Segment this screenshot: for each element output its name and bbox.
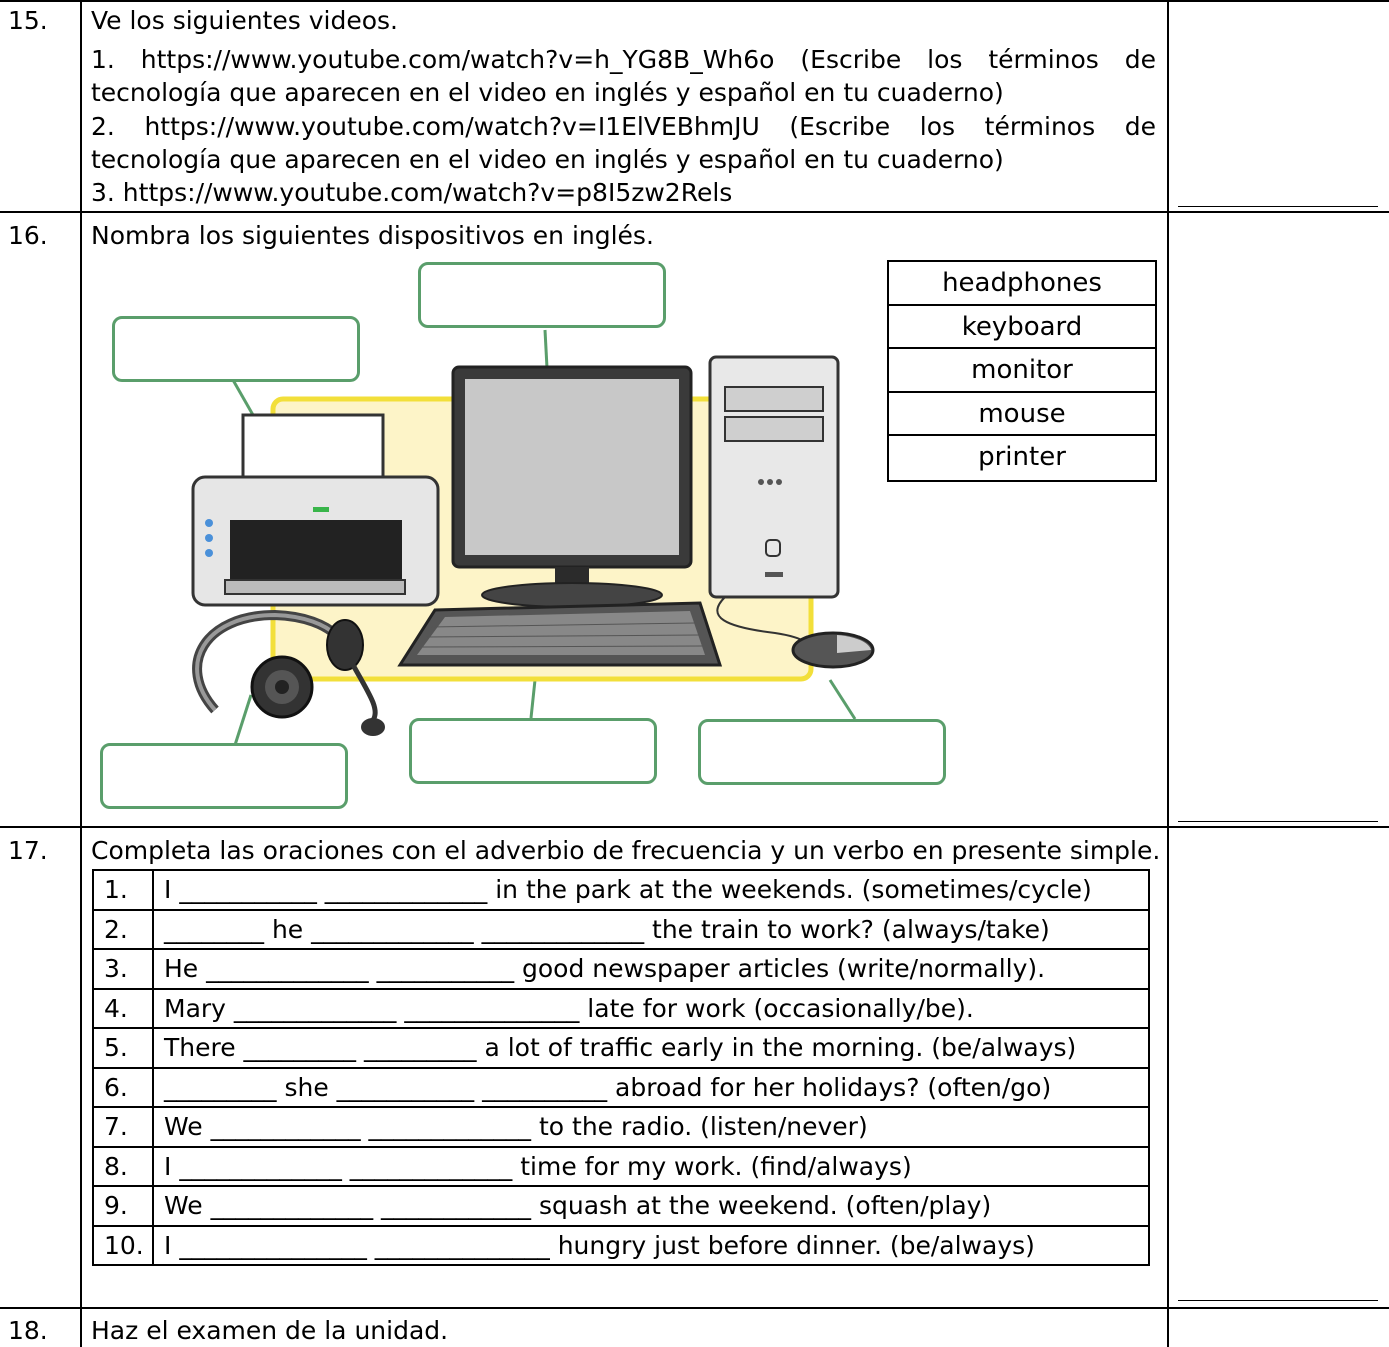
row-divider-17-18: [0, 1307, 1389, 1309]
video-line-1[interactable]: 1. https://www.youtube.com/watch?v=h_YG8B_Wh6o (Escribe los términos de: [91, 45, 1156, 74]
exercise-sentence[interactable]: I ___________ _____________ in the park at the weekends. (sometimes/cycle): [153, 870, 1149, 910]
computer-tower-icon: [710, 357, 838, 597]
exercise-sentence[interactable]: I _____________ _____________ time for my work. (find/always): [153, 1147, 1149, 1187]
video-line-2-cont: tecnología que aparecen en el video en inglés y español en tu cuaderno): [91, 145, 1004, 174]
table-row: [93, 949, 1149, 989]
exercise-sentence[interactable]: We ____________ _____________ to the radio. (listen/never): [153, 1107, 1149, 1147]
exercise-sentence[interactable]: There _________ _________ a lot of traffic early in the morning. (be/always): [153, 1028, 1149, 1068]
table-row: [93, 1147, 1149, 1187]
exercise-number: 4.: [93, 989, 153, 1029]
exercise-number: 6.: [93, 1068, 153, 1108]
row-18-heading: Haz el examen de la unidad.: [91, 1316, 449, 1345]
score-line-16[interactable]: [1178, 820, 1378, 822]
exercise-number: 5.: [93, 1028, 153, 1068]
row-number-17: 17.: [8, 836, 48, 865]
exercise-number: 2.: [93, 910, 153, 950]
exercise-sentence[interactable]: We _____________ ____________ squash at the weekend. (often/play): [153, 1186, 1149, 1226]
row-divider-16-17: [0, 826, 1389, 828]
score-line-17[interactable]: [1178, 1299, 1378, 1301]
table-row: [93, 1107, 1149, 1147]
word-bank-item: keyboard: [889, 306, 1155, 350]
table-row: [93, 1186, 1149, 1226]
label-box-mouse[interactable]: [698, 719, 946, 785]
table-row: [93, 1068, 1149, 1108]
table-row: [93, 910, 1149, 950]
number-column-divider: [80, 0, 82, 1347]
score-line-15[interactable]: [1178, 205, 1378, 207]
video-line-3[interactable]: 3. https://www.youtube.com/watch?v=p8I5zw2Rels: [91, 178, 733, 207]
row-16-heading: Nombra los siguientes dispositivos en inglés.: [91, 221, 654, 250]
exercise-number: 1.: [93, 870, 153, 910]
row-15-heading: Ve los siguientes videos.: [91, 6, 398, 35]
word-bank-item: mouse: [889, 393, 1155, 437]
label-box-keyboard[interactable]: [409, 718, 657, 784]
word-bank-item: monitor: [889, 349, 1155, 393]
exercise-number: 9.: [93, 1186, 153, 1226]
exercise-sentence[interactable]: I _______________ ______________ hungry just before dinner. (be/always): [153, 1226, 1149, 1266]
mouse-icon: [793, 633, 873, 667]
row-divider-15-16: [0, 211, 1389, 213]
exercise-number: 10.: [93, 1226, 153, 1266]
exercise-number: 7.: [93, 1107, 153, 1147]
score-column-divider: [1167, 0, 1169, 1347]
keyboard-icon: [400, 603, 720, 665]
video-line-2[interactable]: 2. https://www.youtube.com/watch?v=I1ElVEBhmJU (Escribe los términos de: [91, 112, 1156, 141]
word-bank-item: headphones: [889, 262, 1155, 306]
label-box-headphones[interactable]: [100, 743, 348, 809]
exercise-sentence[interactable]: Mary _____________ ______________ late for work (occasionally/be).: [153, 989, 1149, 1029]
row-number-15: 15.: [8, 6, 48, 35]
row-number-16: 16.: [8, 221, 48, 250]
exercise-sentence[interactable]: ________ he _____________ _____________ the train to work? (always/take): [153, 910, 1149, 950]
table-row: [93, 870, 1149, 910]
exercise-number: 3.: [93, 949, 153, 989]
table-top-border: [0, 0, 1389, 2]
table-row: [93, 1028, 1149, 1068]
word-bank: [887, 260, 1157, 482]
table-row: [93, 989, 1149, 1029]
label-box-monitor[interactable]: [418, 262, 666, 328]
exercise-table: [92, 869, 1150, 1266]
word-bank-item: printer: [978, 442, 1066, 473]
label-box-printer[interactable]: [112, 316, 360, 382]
exercise-sentence[interactable]: _________ she ___________ __________ abroad for her holidays? (often/go): [153, 1068, 1149, 1108]
row-number-18: 18.: [8, 1316, 48, 1345]
exercise-number: 8.: [93, 1147, 153, 1187]
table-row: [93, 1226, 1149, 1266]
exercise-sentence[interactable]: He _____________ ___________ good newspaper articles (write/normally).: [153, 949, 1149, 989]
video-line-1-cont: tecnología que aparecen en el video en inglés y español en tu cuaderno): [91, 78, 1004, 107]
row-17-heading: Completa las oraciones con el adverbio de frecuencia y un verbo en presente simple.: [91, 836, 1161, 865]
